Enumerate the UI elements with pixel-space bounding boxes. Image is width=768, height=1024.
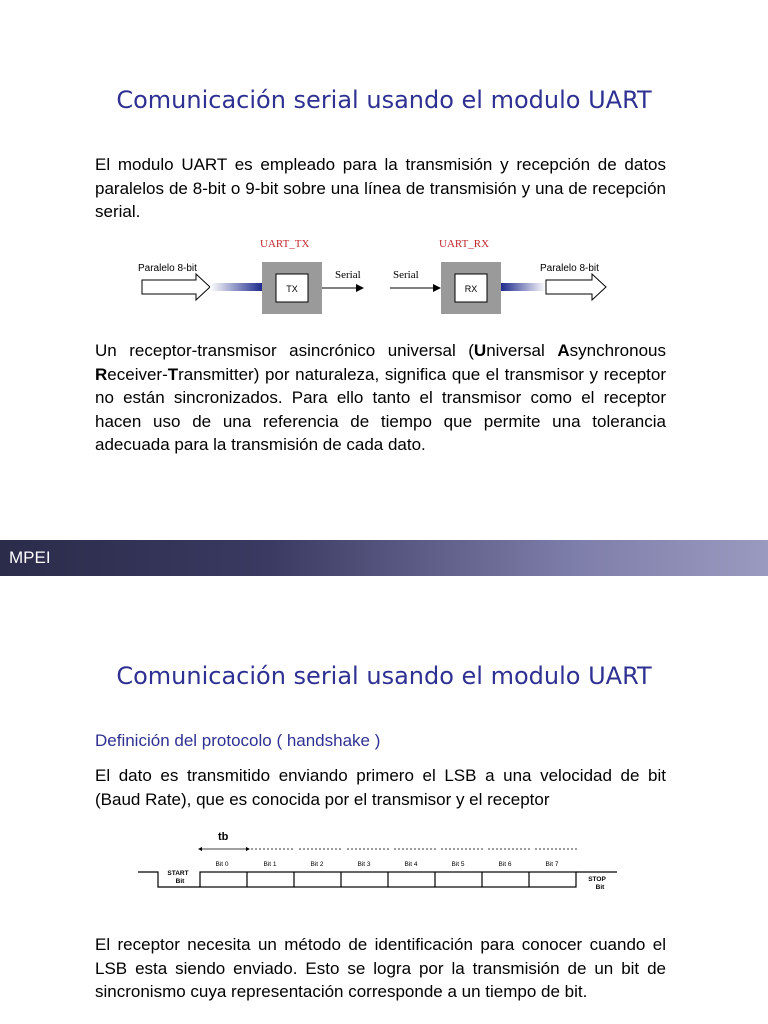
serial-in-arrowhead [433, 284, 441, 292]
slide-2-title: Comunicación serial usando el modulo UART [116, 662, 652, 690]
tx-block-label: TX [286, 284, 298, 294]
serial-out-arrowhead [356, 284, 364, 292]
intro-paragraph: El modulo UART es empleado para la transmisión y recepción de datos paralelos de 8-bit o 9-bit sobre una línea de transmisión y una de recepción serial. [95, 155, 666, 221]
bit-time-label: tb [218, 831, 229, 843]
serial-out-label: Serial [335, 269, 361, 281]
output-gradient-bar [501, 283, 546, 291]
bit-time-arrowhead-right [246, 847, 250, 851]
protocol-subtitle: Definición del protocolo ( handshake ) [95, 731, 381, 750]
input-gradient-bar [210, 283, 262, 291]
desc-bold-a: A [557, 341, 570, 360]
bit-label: Bit 6 [498, 861, 512, 868]
protocol-paragraph: El dato es transmitido enviando primero el LSB a una velocidad de bit (Baud Rate), que es conocida por el transmisor y el receptor [95, 766, 666, 809]
serial-in-label: Serial [393, 269, 419, 281]
uart-rx-label: UART_RX [439, 238, 490, 250]
uart-block-diagram [130, 232, 620, 322]
bit-label: Bit 1 [263, 861, 277, 868]
bit-label: Bit 7 [545, 861, 559, 868]
bit-label: Bit 5 [451, 861, 465, 868]
uart-description-paragraph [95, 339, 666, 457]
rx-block-label: RX [464, 284, 478, 294]
footer-label: MPEI [9, 548, 51, 567]
parallel-in-label: Paralelo 8-bit [138, 263, 197, 274]
desc-bold-r: R [95, 364, 108, 384]
desc-bold-t: T [167, 364, 179, 384]
stop-bit-label-2: Bit [595, 884, 605, 891]
sync-paragraph: El receptor necesita un método de identificación para conocer cuando el LSB esta siendo enviado. Esto se logra por la transmisión de un bit de sincronismo cuya representación corresponde a un tiempo de bit. [95, 935, 666, 1001]
start-bit-label-1: START [167, 870, 189, 877]
bit-label: Bit 4 [404, 861, 418, 868]
uart-timing-diagram [134, 826, 634, 902]
start-bit-label-2: Bit [175, 878, 185, 885]
parallel-out-label: Paralelo 8-bit [540, 263, 599, 274]
parallel-output-arrow [546, 274, 606, 300]
parallel-input-arrow [142, 274, 210, 300]
slide-1-title: Comunicación serial usando el modulo UART [116, 86, 652, 114]
slide-2 [0, 576, 768, 1024]
bit-time-arrowhead-left [198, 847, 202, 851]
uart-tx-label: UART_TX [260, 238, 310, 250]
desc-bold-u: U [473, 341, 487, 360]
desc-text-5: ransmitter) por naturaleza, significa que el transmisor y receptor no están sincronizados. Para ello tanto el transmisor como el receptor hacen uso de una referencia de tiempo que permite una tolerancia adecuada para la transmisión de cada dato. [95, 364, 666, 454]
bit-label: Bit 2 [310, 861, 324, 868]
desc-text-4: eceiver- [107, 364, 168, 384]
bit-label: Bit 0 [215, 861, 229, 868]
bit-label: Bit 3 [357, 861, 371, 868]
desc-text-2: niversal [486, 341, 558, 360]
footer-bar [0, 540, 768, 576]
stop-bit-label-1: STOP [588, 876, 606, 883]
desc-text-1: Un receptor-transmisor asincrónico universal ( [95, 341, 474, 360]
desc-text-3: synchronous [569, 341, 666, 360]
